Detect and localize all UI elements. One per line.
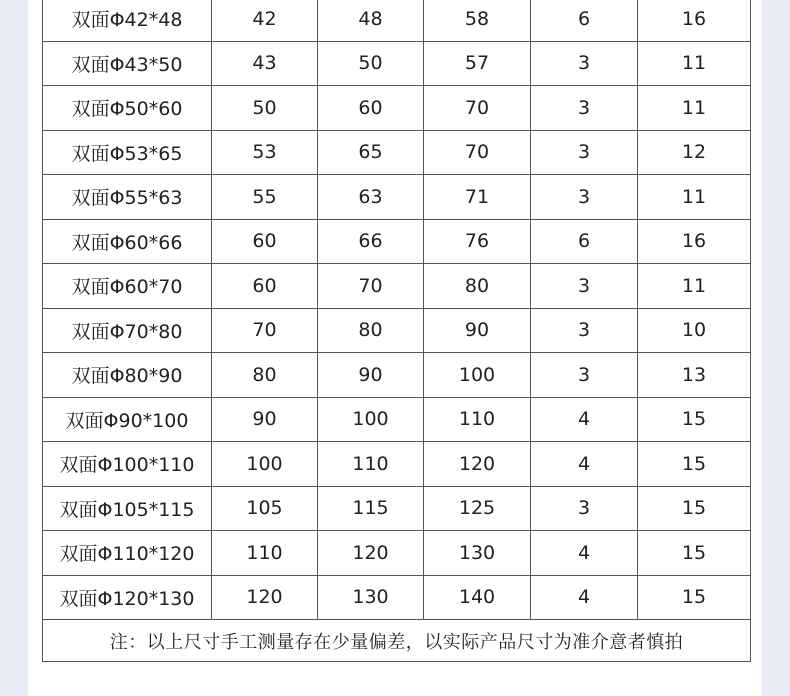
value-cell: 4 — [531, 397, 638, 442]
model-cell: 双面Φ105*115 — [43, 486, 212, 531]
value-cell: 6 — [531, 219, 638, 264]
value-cell: 43 — [212, 41, 318, 86]
value-cell: 3 — [531, 353, 638, 398]
value-cell: 120 — [318, 531, 424, 576]
model-cell: 双面Φ90*100 — [43, 397, 212, 442]
model-cell: 双面Φ120*130 — [43, 575, 212, 620]
value-cell: 71 — [424, 175, 531, 220]
value-cell: 15 — [638, 442, 751, 487]
value-cell: 60 — [212, 264, 318, 309]
model-cell: 双面Φ55*63 — [43, 175, 212, 220]
model-cell: 双面Φ70*80 — [43, 308, 212, 353]
model-cell: 双面Φ43*50 — [43, 41, 212, 86]
value-cell: 3 — [531, 264, 638, 309]
value-cell: 125 — [424, 486, 531, 531]
model-cell: 双面Φ53*65 — [43, 130, 212, 175]
value-cell: 80 — [424, 264, 531, 309]
value-cell: 3 — [531, 41, 638, 86]
value-cell: 70 — [318, 264, 424, 309]
measurement-note: 注：以上尺寸手工测量存在少量偏差，以实际产品尺寸为准介意者慎拍 — [43, 620, 751, 662]
value-cell: 11 — [638, 86, 751, 131]
value-cell: 90 — [212, 397, 318, 442]
value-cell: 66 — [318, 219, 424, 264]
value-cell: 70 — [212, 308, 318, 353]
value-cell: 13 — [638, 353, 751, 398]
value-cell: 60 — [318, 86, 424, 131]
model-cell: 双面Φ60*70 — [43, 264, 212, 309]
value-cell: 15 — [638, 486, 751, 531]
value-cell: 16 — [638, 219, 751, 264]
value-cell: 50 — [318, 41, 424, 86]
value-cell: 48 — [318, 0, 424, 41]
value-cell: 80 — [318, 308, 424, 353]
value-cell: 55 — [212, 175, 318, 220]
value-cell: 130 — [318, 575, 424, 620]
table-row — [43, 486, 751, 531]
value-cell: 140 — [424, 575, 531, 620]
value-cell: 60 — [212, 219, 318, 264]
value-cell: 76 — [424, 219, 531, 264]
value-cell: 11 — [638, 41, 751, 86]
value-cell: 6 — [531, 0, 638, 41]
model-cell: 双面Φ80*90 — [43, 353, 212, 398]
size-spec-table — [42, 0, 751, 662]
value-cell: 3 — [531, 86, 638, 131]
value-cell: 115 — [318, 486, 424, 531]
value-cell: 100 — [212, 442, 318, 487]
table-row — [43, 575, 751, 620]
value-cell: 120 — [212, 575, 318, 620]
value-cell: 12 — [638, 130, 751, 175]
value-cell: 130 — [424, 531, 531, 576]
value-cell: 105 — [212, 486, 318, 531]
table-row — [43, 0, 751, 41]
table-row — [43, 397, 751, 442]
value-cell: 11 — [638, 264, 751, 309]
table-row — [43, 353, 751, 398]
table-row — [43, 219, 751, 264]
table-row — [43, 130, 751, 175]
value-cell: 65 — [318, 130, 424, 175]
value-cell: 3 — [531, 175, 638, 220]
value-cell: 3 — [531, 130, 638, 175]
table-row — [43, 41, 751, 86]
value-cell: 110 — [212, 531, 318, 576]
value-cell: 15 — [638, 397, 751, 442]
table-row — [43, 86, 751, 131]
value-cell: 11 — [638, 175, 751, 220]
model-cell: 双面Φ60*66 — [43, 219, 212, 264]
value-cell: 10 — [638, 308, 751, 353]
value-cell: 16 — [638, 0, 751, 41]
value-cell: 90 — [318, 353, 424, 398]
value-cell: 4 — [531, 442, 638, 487]
model-cell: 双面Φ110*120 — [43, 531, 212, 576]
value-cell: 4 — [531, 531, 638, 576]
table-row — [43, 175, 751, 220]
value-cell: 57 — [424, 41, 531, 86]
value-cell: 110 — [318, 442, 424, 487]
value-cell: 53 — [212, 130, 318, 175]
table-row — [43, 308, 751, 353]
value-cell: 70 — [424, 86, 531, 131]
model-cell: 双面Φ100*110 — [43, 442, 212, 487]
value-cell: 3 — [531, 308, 638, 353]
value-cell: 42 — [212, 0, 318, 41]
model-cell: 双面Φ42*48 — [43, 0, 212, 41]
value-cell: 3 — [531, 486, 638, 531]
table-row — [43, 442, 751, 487]
value-cell: 120 — [424, 442, 531, 487]
note-row — [43, 620, 751, 662]
value-cell: 70 — [424, 130, 531, 175]
value-cell: 15 — [638, 531, 751, 576]
value-cell: 100 — [318, 397, 424, 442]
value-cell: 4 — [531, 575, 638, 620]
value-cell: 50 — [212, 86, 318, 131]
table-row — [43, 531, 751, 576]
value-cell: 63 — [318, 175, 424, 220]
value-cell: 110 — [424, 397, 531, 442]
value-cell: 15 — [638, 575, 751, 620]
value-cell: 58 — [424, 0, 531, 41]
table-row — [43, 264, 751, 309]
table-body — [43, 0, 751, 662]
model-cell: 双面Φ50*60 — [43, 86, 212, 131]
value-cell: 90 — [424, 308, 531, 353]
value-cell: 80 — [212, 353, 318, 398]
value-cell: 100 — [424, 353, 531, 398]
